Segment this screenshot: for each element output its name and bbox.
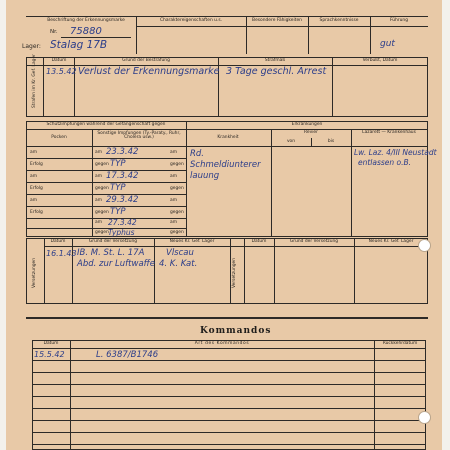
- am-label: am: [95, 198, 102, 203]
- rule: [32, 348, 426, 349]
- versetzungen-section-label-2: Versetzungen: [232, 257, 237, 288]
- revier-label: Revier: [304, 130, 318, 135]
- versetzung-datum: 16.1.43: [46, 249, 77, 258]
- rule: [26, 16, 428, 17]
- lager-value: Stalag 17B: [50, 39, 108, 51]
- am-label: am: [170, 220, 177, 225]
- gegen-label: gegen: [95, 162, 109, 167]
- rule: [44, 238, 45, 304]
- rule: [154, 238, 155, 304]
- faehigkeiten-header: Besondere Fähigkeiten: [252, 18, 302, 23]
- lazarett-value-2: entlassen o.B.: [358, 158, 412, 167]
- rule: [61, 37, 131, 38]
- gegen-label: gegen: [170, 186, 184, 191]
- pocken-label: Pocken: [51, 135, 67, 140]
- strafe-grund: Verlust der Erkennungsmarke: [78, 66, 220, 77]
- nr-value: 75880: [70, 26, 102, 37]
- versetzung-header-datum: Datum: [50, 239, 66, 244]
- charakter-header: Charaktereigenschaften u.s.: [159, 18, 223, 23]
- versetzung-grund-1: IB. M. St. L. 17A: [77, 248, 145, 258]
- erfolg-label: Erfolg: [30, 162, 43, 167]
- am-label: am: [95, 220, 102, 225]
- versetzung-header-neues-2: Neues Kr. Gef. Lager: [368, 239, 414, 244]
- strafe-datum: 13.5.42: [46, 67, 77, 76]
- rule: [271, 129, 272, 237]
- rule: [43, 57, 44, 117]
- rule: [32, 420, 426, 421]
- fuehrung-header: Führung: [389, 18, 409, 23]
- rule: [26, 158, 186, 159]
- impfung-am-3: 29.3.42: [106, 195, 139, 205]
- document-sheet: [6, 0, 442, 450]
- erkennungsmarke-header: Beschriftung der Erkennungsmarke: [47, 18, 125, 23]
- impfung-gegen-1: TYP: [110, 159, 126, 169]
- rule: [32, 360, 426, 361]
- rule: [186, 146, 428, 147]
- am-label: am: [170, 150, 177, 155]
- rule: [70, 340, 71, 450]
- rule: [374, 340, 375, 450]
- rule: [32, 432, 426, 433]
- kommandos-header-rueck: Rückkehrdatum: [382, 341, 418, 346]
- gegen-label: gegen: [95, 230, 109, 235]
- rule: [72, 238, 73, 304]
- rule: [354, 238, 355, 304]
- rule: [308, 16, 309, 54]
- impfung-am-4: 27.3.42: [108, 218, 137, 227]
- am-label: am: [170, 198, 177, 203]
- am-label: am: [30, 174, 37, 179]
- sonstige-label: Sonstige Impfungen (Ty.-Paraty., Ruhr, Cholera usw.): [97, 131, 181, 141]
- rule: [244, 238, 245, 304]
- rule: [186, 121, 187, 237]
- rule: [274, 238, 275, 304]
- impfung-am-2: 17.3.42: [106, 171, 139, 181]
- rule: [32, 408, 426, 409]
- bis-label: bis: [327, 139, 335, 144]
- am-label: am: [30, 150, 37, 155]
- erfolg-label: Erfolg: [30, 210, 43, 215]
- impfung-gegen-4: Typhus: [108, 228, 135, 237]
- gegen-label: gegen: [95, 210, 109, 215]
- am-label: am: [30, 198, 37, 203]
- lager-label: Lager:: [22, 43, 41, 50]
- kommandos-title: Kommandos: [200, 326, 272, 336]
- gegen-label: gegen: [95, 186, 109, 191]
- versetzung-header-grund: Grund der Versetzung: [88, 239, 138, 244]
- versetzung-header-neues: Neues Kr. Gef. Lager: [169, 239, 215, 244]
- versetzung-header-datum-2: Datum: [251, 239, 267, 244]
- sprachkenntnisse-header: Sprachkenntnisse: [319, 18, 359, 23]
- kommando-datum: 15.5.42: [34, 350, 65, 359]
- nr-label: Nr.: [50, 29, 58, 35]
- am-label: am: [95, 150, 102, 155]
- krankheit-value: Rd. Schmeldiunterer lauung: [190, 149, 261, 181]
- kommandos-header-datum: Datum: [43, 341, 59, 346]
- rule: [246, 16, 247, 54]
- erkrankungen-section-label: Erkrankungen: [291, 122, 323, 127]
- rule: [44, 246, 428, 247]
- rule: [370, 16, 371, 54]
- rule: [311, 138, 312, 146]
- lazarett-value-1: Lw. Laz. 4/III Neustadt: [354, 148, 437, 157]
- rule: [32, 444, 426, 445]
- rule: [74, 57, 75, 117]
- rule: [332, 57, 333, 117]
- strafen-section-label: Strafen im Kr. Gef. Lager: [32, 54, 37, 108]
- punch-hole: [418, 239, 431, 252]
- krankheit-label: Krankheit: [217, 135, 239, 140]
- impfungen-section-label: Schutzimpfungen während der Gefangenschaft gegen: [46, 122, 166, 127]
- fuehrung-value: gut: [380, 39, 395, 49]
- von-label: von: [286, 139, 296, 144]
- rule: [92, 129, 93, 237]
- versetzung-neues-1: Vlscau: [166, 248, 194, 258]
- versetzungen-section-label: Versetzungen: [32, 257, 37, 288]
- rule: [26, 228, 186, 229]
- rule: [351, 129, 352, 237]
- am-label: am: [170, 174, 177, 179]
- am-label: am: [95, 174, 102, 179]
- versetzung-neues-2: 4. K. Kat.: [159, 259, 198, 269]
- rule: [26, 317, 428, 319]
- kommandos-table: [32, 340, 426, 450]
- gegen-label: gegen: [170, 210, 184, 215]
- strafen-header-grund: Grund der Bestrafung: [122, 58, 170, 63]
- versetzung-grund-2: Abd. zur Luftwaffe: [77, 259, 156, 269]
- rule: [32, 384, 426, 385]
- rule: [26, 206, 186, 207]
- rule: [26, 182, 186, 183]
- impfung-gegen-3: TYP: [110, 207, 126, 217]
- rule: [32, 396, 426, 397]
- rule: [32, 372, 426, 373]
- punch-hole: [418, 411, 431, 424]
- impfung-am-1: 23.3.42: [106, 147, 139, 157]
- strafen-header-verbuesst: Verbüßt, Datum: [362, 58, 398, 63]
- kommando-art: L. 6387/B1746: [96, 350, 159, 360]
- erfolg-label: Erfolg: [30, 186, 43, 191]
- strafen-header-strafmass: Strafmaß: [264, 58, 286, 63]
- lazarett-label: Lazarett — Krankenhaus: [362, 130, 416, 135]
- rule: [230, 238, 231, 304]
- rule: [136, 16, 137, 54]
- versetzung-header-grund-2: Grund der Versetzung: [289, 239, 339, 244]
- kommandos-header-art: Art des Kommandos: [194, 341, 250, 346]
- strafe-strafmass: 3 Tage geschl. Arrest: [226, 66, 327, 77]
- gegen-label: gegen: [170, 162, 184, 167]
- gegen-label: gegen: [170, 230, 184, 235]
- rule: [136, 26, 428, 27]
- impfung-gegen-2: TYP: [110, 183, 126, 193]
- strafen-header-datum: Datum: [51, 58, 67, 63]
- rule: [26, 218, 186, 219]
